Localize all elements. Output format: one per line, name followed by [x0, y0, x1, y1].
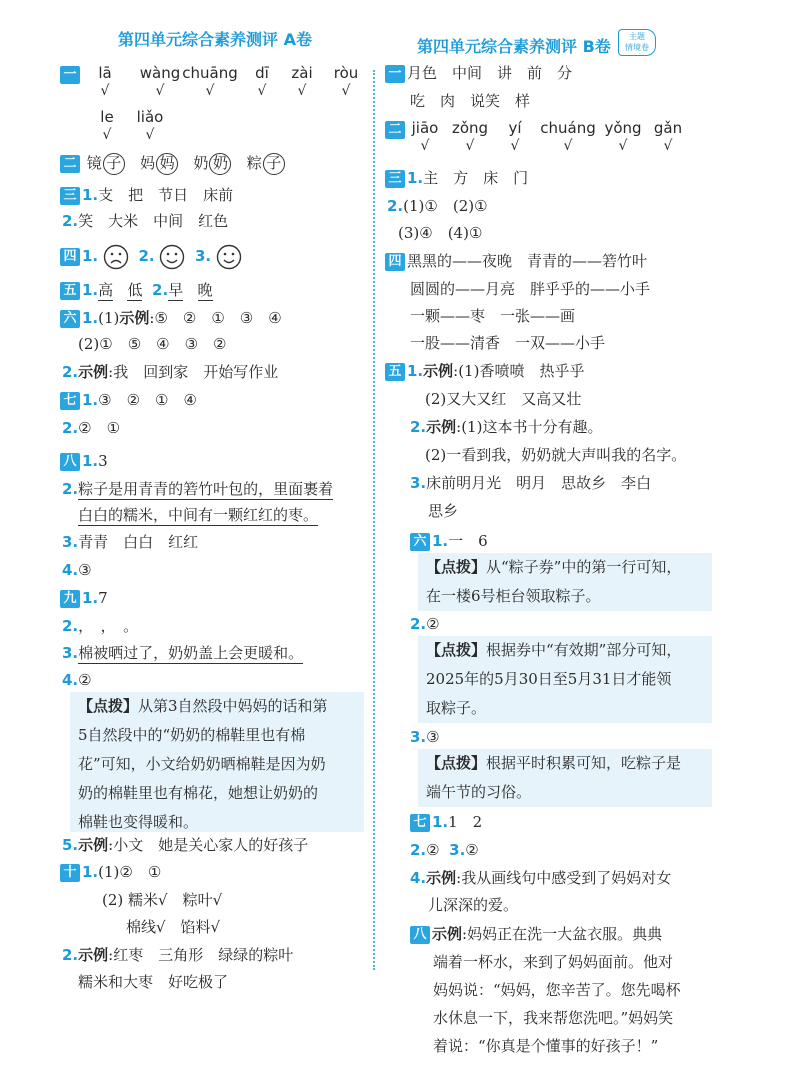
section-badge: 四	[385, 253, 405, 271]
a-s7-q1	[60, 390, 197, 410]
underlined-word: 低	[127, 281, 143, 299]
question-number: 1.	[82, 281, 99, 299]
check-mark: √	[618, 138, 628, 154]
a-s9-q1	[60, 588, 108, 608]
section-badge: 二	[60, 155, 80, 173]
column-divider	[373, 70, 375, 970]
answer-text: 3	[98, 452, 108, 470]
a-s10-q1	[60, 862, 161, 882]
check-mark: √	[563, 138, 573, 154]
b-s3-q1	[385, 168, 528, 188]
a-s7-q2	[62, 418, 120, 438]
answer-text: 1 2	[448, 813, 483, 831]
answer-text: ②	[426, 841, 440, 859]
section-badge: 六	[60, 310, 80, 328]
question-number: 1.	[82, 309, 99, 327]
b-s8-line3	[433, 980, 681, 1000]
answer-text: 棉线√ 馅料√	[126, 918, 221, 936]
check-mark: √	[465, 138, 475, 154]
section-badge: 一	[385, 65, 405, 83]
example-label: 示例	[78, 836, 109, 854]
hint-label: 【点拨】	[78, 697, 139, 715]
answer-text: ②	[78, 671, 92, 689]
section-badge: 七	[60, 392, 80, 410]
answer-text: 着说：“你真是个懂事的好孩子！”	[433, 1037, 659, 1055]
pinyin: dī	[255, 64, 269, 82]
hint-line: 从第3自然段中妈妈的话和第	[138, 697, 328, 715]
section-badge: 三	[385, 170, 405, 188]
answer-text: ②	[426, 615, 440, 633]
answer-text: 青青 白白 红红	[78, 533, 199, 551]
a-s4-row	[60, 243, 242, 270]
check-mark: √	[257, 83, 267, 99]
section-badge: 三	[60, 187, 80, 205]
check-mark: √	[205, 83, 215, 99]
b-s4-line2	[410, 279, 650, 299]
hint-line: 在一楼6号柜台领取粽子。	[426, 587, 601, 605]
answer-text: 7	[98, 589, 108, 607]
question-number: 3.	[410, 728, 427, 746]
happy-face-icon	[159, 244, 185, 270]
b-s8-line1	[410, 924, 662, 944]
underlined-word: 晚	[197, 281, 213, 299]
a-s2-row	[60, 153, 286, 175]
question-number: 3.	[62, 644, 79, 662]
a-s8-q4	[62, 560, 92, 580]
answer-text: 糯米和大枣 好吃极了	[78, 973, 229, 991]
question-number: 1.	[432, 813, 449, 831]
answer-text: :我 回到家 开始写作业	[108, 363, 279, 381]
section-badge: 四	[60, 248, 80, 266]
hint-line: 根据平时积累可知，吃粽子是	[486, 754, 682, 772]
a-s9-q3	[62, 643, 303, 663]
a-s9-q5	[62, 835, 308, 855]
question-number: 2.	[138, 247, 155, 265]
underlined-answer: 棉被晒过了，奶奶盖上会更暖和。	[78, 644, 304, 662]
hint-line: 从“粽子券”中的第一行可知，	[486, 558, 682, 576]
hint-label: 【点拨】	[426, 641, 487, 659]
a-s6-q1	[60, 308, 282, 328]
a-s3-q1	[60, 185, 233, 205]
answer-text: 妈妈说：“妈妈，您辛苦了。您先喝杯	[433, 981, 681, 999]
answer-text: :(1)香喷喷 热乎乎	[453, 362, 585, 380]
pinyin: yǒng	[604, 119, 642, 137]
pinyin: gǎn	[653, 119, 683, 137]
question-number: 2.	[62, 946, 79, 964]
a-s8-q1	[60, 451, 108, 471]
question-number: 1.	[82, 863, 99, 881]
example-label: 示例	[119, 309, 150, 327]
a-s9-q2	[62, 616, 138, 636]
answer-text: 支 把 节日 床前	[98, 186, 234, 204]
section-badge: 八	[60, 453, 80, 471]
sub-number: (1)	[98, 309, 120, 327]
hint-box	[418, 553, 712, 611]
section-badge: 七	[410, 814, 430, 832]
question-number: 2.	[62, 617, 79, 635]
question-number: 2.	[410, 418, 427, 436]
b-s4-line3	[410, 306, 575, 326]
pinyin: zǒng	[451, 119, 489, 137]
pinyin-answer	[316, 64, 376, 100]
answer-text: :小文 她是关心家人的好孩子	[108, 836, 309, 854]
section-badge: 二	[385, 121, 405, 139]
b-s6-q3	[410, 727, 440, 747]
question-number: 4.	[62, 671, 79, 689]
answer-text: 圆圆的——月亮 胖乎乎的——小手	[410, 280, 651, 298]
answer-text: 笑 大米 中间 红色	[78, 212, 229, 230]
pinyin: jiāo	[411, 119, 439, 137]
hint-line: 奶的棉鞋里也有棉花，她想让奶奶的	[78, 784, 319, 802]
hint-box	[70, 692, 364, 832]
example-label: 示例	[426, 869, 457, 887]
a-s6-q1c	[78, 334, 226, 354]
answer-text: 思乡	[428, 502, 459, 520]
question-number: 1.	[82, 247, 99, 265]
section-badge: 五	[385, 363, 405, 381]
pinyin-answer	[120, 108, 180, 144]
check-mark: √	[100, 83, 110, 99]
question-number: 2.	[62, 419, 79, 437]
a-s8-q3	[62, 532, 198, 552]
a-s10-q2	[62, 945, 293, 965]
pinyin: chuāng	[182, 64, 238, 82]
question-number: 2.	[410, 615, 427, 633]
hint-line: 取粽子。	[426, 699, 487, 717]
hint-box	[418, 749, 712, 807]
question-number: 2.	[62, 212, 79, 230]
question-number: 1.	[407, 362, 424, 380]
answer-text: 儿深深的爱。	[428, 896, 519, 914]
b-s1-line1	[385, 63, 572, 83]
word-char: 妈	[140, 154, 156, 172]
section-badge: 十	[60, 864, 80, 882]
pinyin-answer	[75, 64, 135, 100]
answer-text: 月色 中间 讲 前 分	[407, 64, 573, 82]
answer-text: 一颗——枣 一张——画	[410, 307, 576, 325]
hint-line: 花”可知，小文给奶奶晒棉鞋是因为奶	[78, 755, 326, 773]
a-s3-q2	[62, 211, 228, 231]
pinyin: le	[100, 108, 114, 126]
answer-text: 一 6	[448, 532, 488, 550]
hint-line: 2025年的5月30日至5月31日才能领	[426, 670, 672, 688]
test-a-title: 第四单元综合素养测评 A卷	[118, 30, 312, 49]
question-number: 1.	[82, 391, 99, 409]
answer-text: (1)② ①	[98, 863, 162, 881]
b-s5-q2	[410, 417, 602, 437]
question-number: 1.	[407, 169, 424, 187]
b-s7-q1	[410, 812, 482, 832]
check-mark: √	[420, 138, 430, 154]
b-s5-q1	[385, 361, 584, 381]
a-s10-q1c	[126, 917, 220, 937]
answer-text: (2)① ⑤ ④ ③ ②	[78, 335, 227, 353]
b-s1-line2	[410, 91, 530, 111]
question-number: 2.	[387, 197, 404, 215]
happy-face-icon	[216, 244, 242, 270]
sad-face-icon	[103, 244, 129, 270]
answer-text: :⑤ ② ① ③ ④	[149, 309, 282, 327]
tag-line-1: 主题	[629, 32, 645, 41]
hint-line: 根据券中“有效期”部分可知，	[486, 641, 682, 659]
check-mark: √	[510, 138, 520, 154]
circled-char: 妈	[156, 153, 178, 175]
theme-tag	[618, 29, 656, 56]
hint-line: 端午节的习俗。	[426, 783, 532, 801]
underlined-answer: 白白的糯米，中间有一颗红红的枣。	[78, 506, 319, 524]
b-s5-q2b	[425, 445, 686, 465]
example-label: 示例	[426, 418, 457, 436]
question-number: 2.	[152, 281, 169, 299]
a-s8-q2b	[78, 505, 318, 525]
answer-text: ③	[426, 728, 440, 746]
b-s5-q3	[410, 473, 651, 493]
b-s6-q2	[410, 614, 440, 634]
check-mark: √	[155, 83, 165, 99]
section-badge: 五	[60, 282, 80, 300]
answer-text: ， ， 。	[78, 617, 139, 635]
b-s7-q4b	[428, 895, 518, 915]
a-s10-q2b	[78, 972, 228, 992]
pinyin-answer	[638, 119, 698, 155]
b-s3-q2	[387, 196, 488, 216]
answer-text: (2) 糯米√ 粽叶√	[102, 891, 223, 909]
a-s9-q4	[62, 670, 92, 690]
question-number: 4.	[62, 561, 79, 579]
a-s8-q2	[62, 479, 333, 499]
answer-text: ③	[78, 561, 92, 579]
circled-char: 奶	[209, 153, 231, 175]
hint-line: 5自然段中的“奶奶的棉鞋里也有棉	[78, 726, 306, 744]
example-label: 示例	[423, 362, 454, 380]
question-number: 1.	[432, 532, 449, 550]
underlined-word: 高	[98, 281, 114, 299]
example-label: 示例	[78, 946, 109, 964]
check-mark: √	[145, 127, 155, 143]
answer-text: (3)④ (4)①	[398, 224, 483, 242]
hint-label: 【点拨】	[426, 558, 487, 576]
question-number: 5.	[62, 836, 79, 854]
test-b-title: 第四单元综合素养测评 B卷	[417, 37, 611, 56]
question-number: 1.	[82, 589, 99, 607]
section-badge: 九	[60, 590, 80, 608]
a-s6-q2	[62, 362, 278, 382]
pinyin: liǎo	[136, 108, 164, 126]
word-char: 奶	[193, 154, 209, 172]
answer-text: 水休息一下，我来帮您洗吧。”妈妈笑	[433, 1009, 674, 1027]
question-number: 3.	[62, 533, 79, 551]
check-mark: √	[297, 83, 307, 99]
pinyin-answer	[180, 64, 240, 100]
circled-char: 子	[263, 153, 285, 175]
question-number: 3.	[410, 474, 427, 492]
answer-text: 主 方 床 门	[423, 169, 529, 187]
b-s8-line2	[433, 952, 673, 972]
word-char: 镜	[86, 154, 102, 172]
underlined-answer: 粽子是用青青的箬竹叶包的，里面裹着	[78, 480, 334, 498]
pinyin: wàng	[139, 64, 181, 82]
answer-text: :(1)这本书十分有趣。	[456, 418, 603, 436]
answer-text: ②	[465, 841, 479, 859]
section-badge: 八	[410, 926, 430, 944]
hint-line: 棉鞋也变得暖和。	[78, 813, 199, 831]
answer-text: (1)① (2)①	[403, 197, 488, 215]
b-s5-q3b	[428, 501, 458, 521]
question-number: 4.	[410, 869, 427, 887]
answer-text: 端着一杯水，来到了妈妈面前。他对	[433, 953, 674, 971]
answer-text: 黑黑的——夜晚 青青的——箬竹叶	[407, 252, 648, 270]
answer-text: :我从画线句中感受到了妈妈对女	[456, 869, 672, 887]
b-s7-q23	[410, 840, 479, 860]
question-number: 1.	[82, 452, 99, 470]
hint-box	[418, 636, 712, 723]
b-s5-q1b	[425, 389, 581, 409]
pinyin: zài	[291, 64, 313, 82]
a-s10-q1b	[102, 890, 222, 910]
b-s3-q2b	[398, 223, 482, 243]
section-badge: 六	[410, 533, 430, 551]
b-s4-line1	[385, 251, 647, 271]
circled-char: 子	[103, 153, 125, 175]
pinyin-answer	[485, 119, 545, 155]
example-label: 示例	[432, 925, 463, 943]
answer-text: :妈妈正在洗一大盆衣服。典典	[462, 925, 663, 943]
answer-text: ③ ② ① ④	[98, 391, 197, 409]
pinyin: ròu	[333, 64, 359, 82]
pinyin: lā	[98, 64, 112, 82]
question-number: 3.	[194, 247, 212, 265]
pinyin-answer	[538, 119, 598, 155]
underlined-word: 早	[168, 281, 184, 299]
answer-text: (2)一看到我，奶奶就大声叫我的名字。	[425, 446, 687, 464]
question-number: 2.	[62, 480, 79, 498]
pinyin: yí	[508, 119, 522, 137]
answer-text: 吃 肉 说笑 样	[410, 92, 531, 110]
b-s8-line5	[433, 1036, 658, 1056]
tag-line-2: 情境卷	[625, 43, 649, 52]
b-s8-line4	[433, 1008, 673, 1028]
answer-text: 一股——清香 一双——小手	[410, 334, 606, 352]
check-mark: √	[663, 138, 673, 154]
check-mark: √	[341, 83, 351, 99]
b-s6-q1	[410, 531, 488, 551]
question-number: 1.	[82, 186, 99, 204]
pinyin: chuáng	[540, 119, 596, 137]
question-number: 2.	[62, 363, 79, 381]
answer-text: (2)又大又红 又高又壮	[425, 390, 582, 408]
answer-text: ② ①	[78, 419, 121, 437]
b-s4-line4	[410, 333, 605, 353]
answer-text: 床前明月光 明月 思故乡 李白	[426, 474, 652, 492]
answer-text: :红枣 三角形 绿绿的粽叶	[108, 946, 294, 964]
check-mark: √	[102, 127, 112, 143]
section-badge: 一	[60, 66, 80, 84]
b-s7-q4	[410, 868, 671, 888]
example-label: 示例	[78, 363, 109, 381]
question-number: 2.	[410, 841, 427, 859]
a-s5-row	[60, 280, 213, 300]
question-number: 3.	[449, 841, 466, 859]
hint-label: 【点拨】	[426, 754, 487, 772]
word-char: 粽	[246, 154, 262, 172]
